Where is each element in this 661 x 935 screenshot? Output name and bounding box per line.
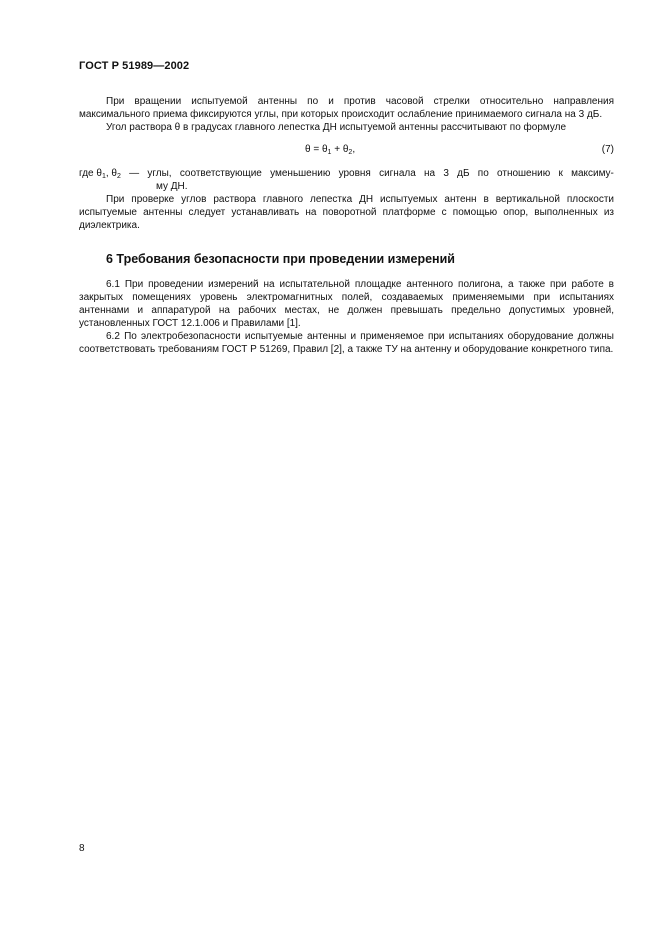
page-number: 8	[79, 843, 85, 854]
standard-header: ГОСТ Р 51989—2002	[79, 60, 190, 72]
paragraph-angle: Угол раствора θ в градусах главного лепестка ДН испытуемой антенны рассчитывают по формуле	[106, 122, 567, 133]
legend-line: где $\theta_1$, $\theta_2$ — углы, соответствующие уменьшению уровня сигнала на 3 дБ по отношению к максиму-	[79, 168, 614, 180]
formula-7	[79, 143, 614, 156]
legend-tail: му ДН.	[156, 181, 188, 192]
page-content	[79, 95, 614, 356]
section-6-title: 6 Требования безопасности при проведении измерений	[106, 252, 455, 266]
legend-symbols: где $\theta_1$, $\theta_2$	[79, 168, 121, 180]
paragraph-vertical: При проверке углов раствора главного лепестка ДН испытуемых антенн в вертикальной плоскости испытуемые антенны следует устанавливать на поворотной платформе с помощью опор, выполненных из диэлектрика.	[79, 194, 614, 231]
formula-legend	[79, 167, 614, 193]
paragraph-6-2: 6.2 По электробезопасности испытуемые антенны и применяемое при испытаниях оборудование должны соответствовать требованиям ГОСТ Р 51269, Правил [2], а также ТУ на антенну и оборудование конкретного типа.	[79, 331, 614, 355]
paragraph-6-1: 6.1 При проведении измерений на испытательной площадке антенного полигона, а также при работе в закрытых помещениях уровень электромагнитных полей, создаваемых применяемыми при испытаниях антеннами и аппаратурой на рабочих местах, не должен превышать предельно допустимых уровней, установленных ГОСТ 12.1.006 и Правилами [1].	[79, 279, 614, 329]
formula-expression: $\theta = \theta_1 + \theta_2$,	[305, 144, 356, 156]
formula-number: (7)	[601, 144, 614, 155]
paragraph-rotation: При вращении испытуемой антенны по и против часовой стрелки относительно направления максимального приема фиксируются углы, при которых происходит ослабление принимаемого сигнала на 3 дБ.	[79, 96, 614, 120]
